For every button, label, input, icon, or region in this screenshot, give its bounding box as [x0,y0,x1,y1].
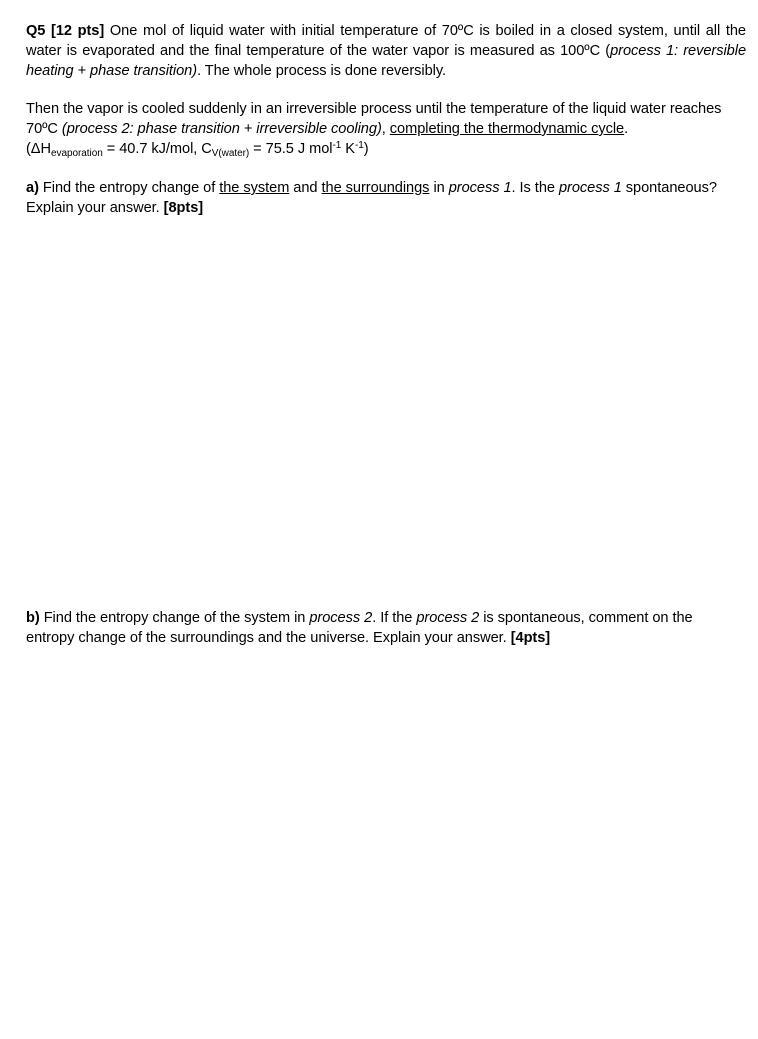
part-a-process-1-ref-2: process 1 [558,180,622,196]
given-mid: = 40.7 kJ/mol, C [102,141,212,157]
part-b-text-4: entropy change of the surroundings and the universe. Explain your answer. [26,630,511,646]
part-a-question [26,178,746,218]
question-intro-paragraph [26,21,746,81]
part-b-label: b) [26,610,40,626]
cycle-completion-text: completing the thermodynamic cycle [389,121,625,137]
given-open: (ΔH [26,141,51,157]
part-a-text-4: . Is the [511,180,559,196]
part-a-text-2: and [289,180,322,196]
part-a-text-3: in [429,180,449,196]
part-a-line-1 [26,178,746,198]
part-a-text-5: spontaneous? [621,180,717,196]
process-2-comma: , [381,121,390,137]
cv-water-subscript: V(water) [211,148,250,159]
part-b-line-1 [26,608,746,628]
given-values-line [26,139,746,159]
part-b-text-3: is spontaneous, comment on the [479,610,693,626]
part-a-points: [8pts] [163,200,204,216]
question-label: Q5 [12 pts] [26,23,105,39]
question-intro-text-2: . The whole process is done reversibly. [197,63,447,79]
process-2-text: Then the vapor is cooled suddenly in an irreversible process until the temperature of the liquid water reaches 70ºC [26,101,722,137]
part-b-points: [4pts] [510,630,551,646]
part-a-line-2 [26,198,746,218]
mol-exponent: -1 [332,140,342,151]
process-2-line [26,99,746,139]
part-b-question [26,608,746,648]
part-a-process-1-ref-1: process 1 [448,180,512,196]
process-2-period: . [624,121,629,137]
surroundings-underlined: the surroundings [321,180,430,196]
process-1-description: process 1: reversible heating + phase transition) [26,43,747,79]
question-intro-text-1: One mol of liquid water with initial temperature of 70ºC is boiled in a closed system, until all the water is evaporated and the final temperature of the water vapor is measured as 100ºC ( [26,23,746,59]
part-a-text-1: Find the entropy change of [38,180,220,196]
part-b-line-2 [26,628,746,648]
part-a-label: a) [26,180,39,196]
given-mid-2: = 75.5 J mol [249,141,333,157]
part-b-process-2-ref-2: process 2 [416,610,480,626]
given-close: ) [363,141,369,157]
process-2-paragraph [26,99,746,159]
kelvin-exponent: -1 [354,140,364,151]
part-a-text-6: Explain your answer. [26,200,164,216]
process-2-description: (process 2: phase transition + irreversible cooling) [61,121,382,137]
part-b-text-2: . If the [372,610,417,626]
given-k: K [341,141,355,157]
evaporation-subscript: evaporation [51,148,103,159]
system-underlined: the system [219,180,290,196]
part-b-process-2-ref-1: process 2 [309,610,373,626]
part-b-text-1: Find the entropy change of the system in [39,610,310,626]
